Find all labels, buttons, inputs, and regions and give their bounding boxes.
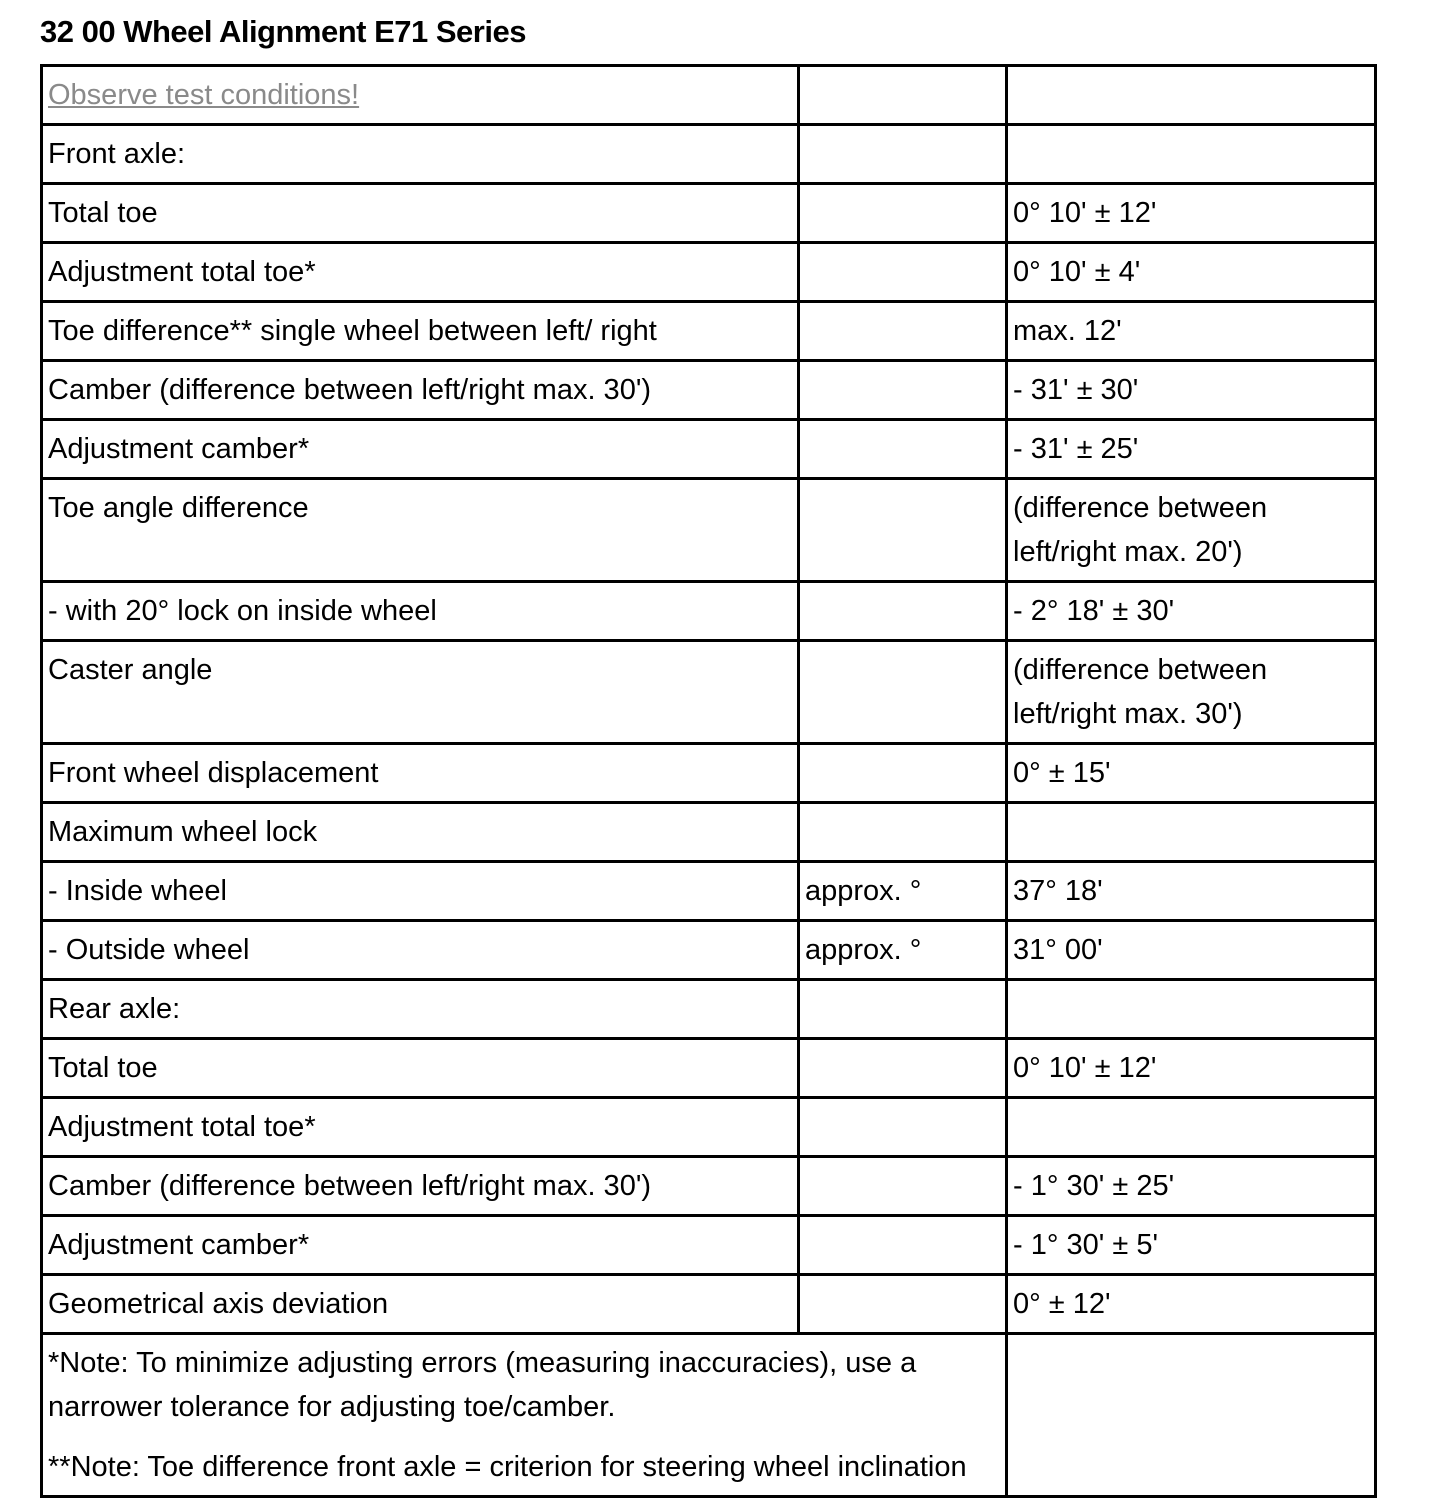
row-value: 31° 00' (1007, 921, 1376, 980)
row-value: - 1° 30' ± 5' (1007, 1216, 1376, 1275)
row-value: 37° 18' (1007, 862, 1376, 921)
row-value: (difference between left/right max. 30') (1007, 641, 1376, 744)
row-value: 0° ± 15' (1007, 744, 1376, 803)
row-value: - 2° 18' ± 30' (1007, 582, 1376, 641)
row-label: - with 20° lock on inside wheel (42, 582, 799, 641)
note-toe-camber: *Note: To minimize adjusting errors (measuring inaccuracies), use a narrower tolerance for adjusting toe/camber. (48, 1347, 917, 1423)
table-row (42, 980, 1376, 1039)
row-label: Geometrical axis deviation (42, 1275, 799, 1334)
row-value: 0° ± 12' (1007, 1275, 1376, 1334)
table-row (42, 361, 1376, 420)
row-unit (799, 479, 1007, 582)
row-label: - Outside wheel (42, 921, 799, 980)
row-value (1007, 980, 1376, 1039)
table-row (42, 125, 1376, 184)
row-label: Camber (difference between left/right max. 30') (42, 1157, 799, 1216)
table-row (42, 921, 1376, 980)
row-label: Total toe (42, 184, 799, 243)
note-toe-difference: **Note: Toe difference front axle = criterion for steering wheel inclination (48, 1451, 967, 1483)
table-row (42, 1157, 1376, 1216)
wheel-alignment-table (40, 64, 1377, 1498)
row-unit (799, 243, 1007, 302)
row-unit (799, 744, 1007, 803)
table-row (42, 641, 1376, 744)
row-value (1007, 803, 1376, 862)
row-label: Front wheel displacement (42, 744, 799, 803)
table-cell (799, 66, 1007, 125)
row-value: max. 12' (1007, 302, 1376, 361)
row-label: Adjustment total toe* (42, 1098, 799, 1157)
row-unit (799, 420, 1007, 479)
row-unit (799, 641, 1007, 744)
row-unit (799, 302, 1007, 361)
row-unit (799, 125, 1007, 184)
row-value: 0° 10' ± 12' (1007, 1039, 1376, 1098)
row-value: - 1° 30' ± 25' (1007, 1157, 1376, 1216)
table-row (42, 1216, 1376, 1275)
row-label: Adjustment total toe* (42, 243, 799, 302)
row-label: Camber (difference between left/right max. 30') (42, 361, 799, 420)
test-conditions-link[interactable]: Observe test conditions! (48, 79, 360, 111)
table-row (42, 744, 1376, 803)
table-row (42, 243, 1376, 302)
row-unit (799, 184, 1007, 243)
row-value: - 31' ± 25' (1007, 420, 1376, 479)
notes-cell (42, 1334, 1007, 1497)
row-value: 0° 10' ± 4' (1007, 243, 1376, 302)
table-row (42, 803, 1376, 862)
row-unit: approx. ° (799, 921, 1007, 980)
row-label: Total toe (42, 1039, 799, 1098)
row-label: Toe difference** single wheel between left/ right (42, 302, 799, 361)
row-unit (799, 980, 1007, 1039)
row-label: Caster angle (42, 641, 799, 744)
row-unit (799, 1275, 1007, 1334)
row-value: - 31' ± 30' (1007, 361, 1376, 420)
page-title: 32 00 Wheel Alignment E71 Series (40, 14, 526, 49)
row-label: Rear axle: (42, 980, 799, 1039)
row-value: (difference between left/right max. 20') (1007, 479, 1376, 582)
table-row (42, 420, 1376, 479)
row-label: Toe angle difference (42, 479, 799, 582)
row-unit (799, 1216, 1007, 1275)
table-row (42, 1098, 1376, 1157)
table-row (42, 184, 1376, 243)
row-value: 0° 10' ± 12' (1007, 184, 1376, 243)
table-row (42, 1275, 1376, 1334)
table-row (42, 1039, 1376, 1098)
table-cell (1007, 1334, 1376, 1497)
row-unit (799, 361, 1007, 420)
row-label: Adjustment camber* (42, 420, 799, 479)
row-label: Maximum wheel lock (42, 803, 799, 862)
row-unit: approx. ° (799, 862, 1007, 921)
row-unit (799, 1039, 1007, 1098)
row-value (1007, 1098, 1376, 1157)
row-label: Front axle: (42, 125, 799, 184)
table-row (42, 66, 1376, 125)
row-value (1007, 125, 1376, 184)
row-unit (799, 582, 1007, 641)
row-unit (799, 1157, 1007, 1216)
table-cell (1007, 66, 1376, 125)
row-unit (799, 803, 1007, 862)
table-row (42, 862, 1376, 921)
row-unit (799, 1098, 1007, 1157)
row-label: Adjustment camber* (42, 1216, 799, 1275)
table-row (42, 582, 1376, 641)
table-row (42, 479, 1376, 582)
table-row (42, 1334, 1376, 1497)
table-row (42, 302, 1376, 361)
table-cell (42, 66, 799, 125)
row-label: - Inside wheel (42, 862, 799, 921)
